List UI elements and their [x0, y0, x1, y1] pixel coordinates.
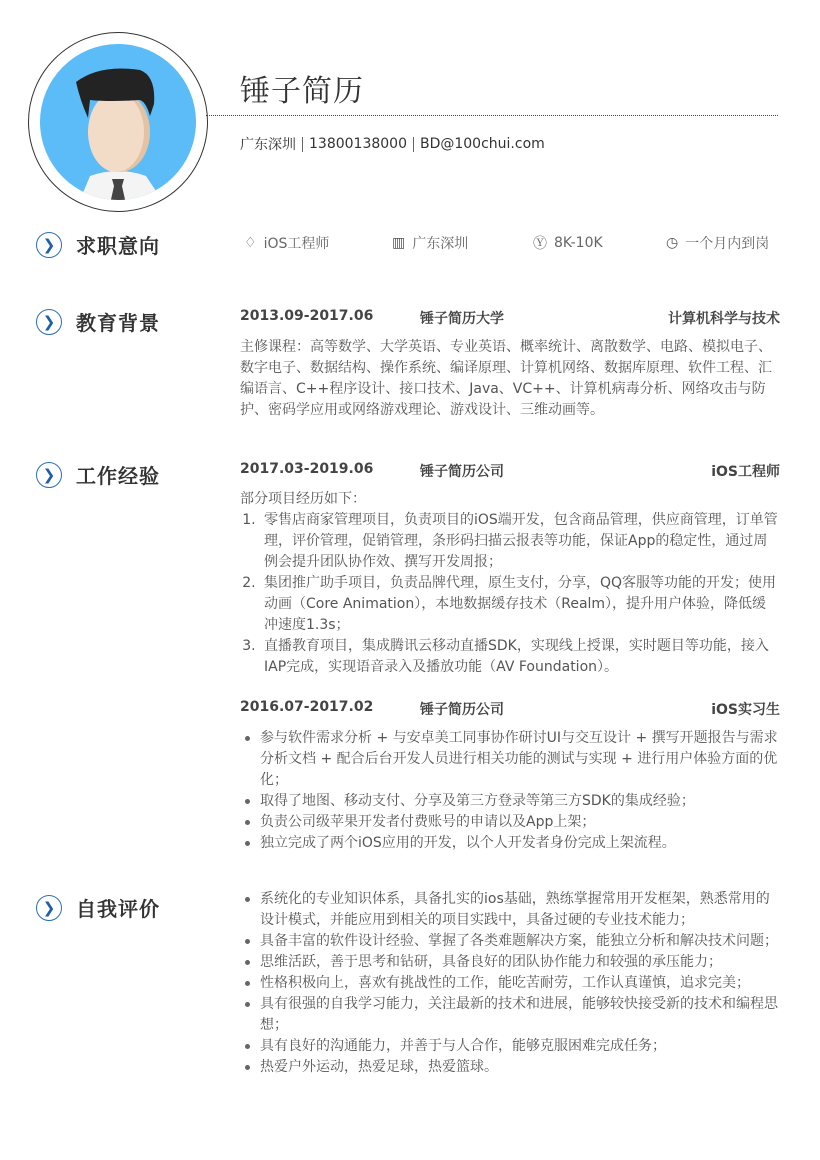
job-description — [240, 489, 780, 678]
self-evaluation — [240, 889, 780, 1078]
section-education-header — [36, 307, 160, 336]
company: 锤子简历公司 — [420, 464, 504, 480]
tie-icon: ♢ — [244, 235, 257, 251]
list-item: 性格积极向上，喜欢有挑战性的工作，能吃苦耐劳，工作认真谨慎，追求完美； — [260, 973, 780, 994]
section-title: 自我评价 — [76, 897, 160, 921]
avatar — [28, 32, 208, 212]
intent-city — [392, 233, 468, 253]
location: 广东深圳 — [240, 137, 296, 153]
chevron-right-icon: ❯ — [36, 309, 62, 335]
intent-text: 广东深圳 — [412, 236, 469, 252]
resume-name: 锤子简历 — [240, 74, 364, 109]
email: BD@100chui.com — [419, 136, 545, 152]
building-icon: ▥ — [392, 235, 406, 251]
yen-icon: Ⓨ — [533, 236, 547, 252]
section-title: 求职意向 — [76, 234, 160, 258]
section-title: 工作经验 — [76, 464, 160, 488]
chevron-right-icon: ❯ — [36, 462, 62, 488]
phone: 13800138000 — [309, 136, 407, 152]
intent-salary — [533, 233, 603, 253]
list-item: 负责公司级苹果开发者付费账号的申请以及App上架； — [260, 812, 780, 833]
divider — [206, 115, 778, 116]
major: 计算机科学与技术 — [668, 311, 780, 327]
role: iOS工程师 — [711, 464, 780, 480]
job-row — [240, 699, 780, 719]
contact-info — [240, 134, 545, 154]
job-description — [240, 728, 780, 854]
list-item: 1. 零售店商家管理项目，负责项目的iOS端开发，包含商品管理，供应商管理，订单管理，评价管理，促销管理，条形码扫描云报表等功能，保证App的稳定性，通过周例会提升团队协作效、撰写开发周报； — [260, 510, 780, 573]
job-row — [240, 461, 780, 481]
section-title: 教育背景 — [76, 311, 160, 335]
education-row — [240, 308, 780, 328]
list-item: 思维活跃，善于思考和钻研，具备良好的团队协作能力和较强的承压能力； — [260, 952, 780, 973]
courses: 主修课程：高等数学、大学英语、专业英语、概率统计、离散数学、电路、模拟电子、数字电子、数据结构、操作系统、编译原理、计算机网络、数据库原理、软件工程、汇编语言、C++程序设计、接口技术、Java、VC++、计算机病毒分析、网络攻击与防护、密码学应用或网络游戏理论、游戏设计、三维动画等。 — [240, 339, 772, 418]
school: 锤子简历大学 — [420, 311, 504, 327]
job-intro: 部分项目经历如下： — [240, 491, 366, 507]
intent-position — [244, 233, 329, 253]
list-item: 取得了地图、移动支付、分享及第三方登录等第三方SDK的集成经验； — [260, 791, 780, 812]
list-item: 具有很强的自我学习能力，关注最新的技术和进展，能够较快接受新的技术和编程思想； — [260, 994, 780, 1036]
list-item: 2. 集团推广助手项目，负责品牌代理，原生支付，分享，QQ客服等功能的开发；使用动画（Core Animation），本地数据缓存技术（Realm），提升用户体验，降低缓冲速度1.3s； — [260, 573, 780, 636]
list-item: 具有良好的沟通能力，并善于与人合作，能够克服困难完成任务； — [260, 1036, 780, 1057]
list-item: 参与软件需求分析 + 与安卓美工同事协作研讨UI与交互设计 + 撰写开题报告与需求分析文档 + 配合后台开发人员进行相关功能的测试与实现 + 进行用户体验方面的优化； — [260, 728, 780, 791]
list-item: 3. 直播教育项目，集成腾讯云移动直播SDK，实现线上授课，实时题目等功能，接入IAP完成，实现语音录入及播放功能（AV Foundation）。 — [260, 636, 780, 678]
intent-text: 一个月内到岗 — [685, 236, 770, 252]
chevron-right-icon: ❯ — [36, 895, 62, 921]
intent-availability — [666, 233, 769, 253]
intent-text: 8K-10K — [554, 235, 603, 251]
chevron-right-icon: ❯ — [36, 232, 62, 258]
list-item: 系统化的专业知识体系，具备扎实的ios基础，熟练掌握常用开发框架，熟悉常用的设计模式，并能应用到相关的项目实践中，具备过硬的专业技术能力； — [260, 889, 780, 931]
intent-text: iOS工程师 — [263, 236, 330, 252]
section-work-header — [36, 460, 160, 489]
clock-icon: ◷ — [666, 235, 679, 251]
role: iOS实习生 — [711, 702, 780, 718]
company: 锤子简历公司 — [420, 702, 504, 718]
date: 2016.07-2017.02 — [240, 699, 374, 715]
section-intent-header — [36, 230, 160, 259]
list-item: 具备丰富的软件设计经验、掌握了各类难题解决方案，能独立分析和解决技术问题； — [260, 931, 780, 952]
date: 2017.03-2019.06 — [240, 461, 374, 477]
list-item: 热爱户外运动，热爱足球，热爱篮球。 — [260, 1057, 780, 1078]
section-self-header — [36, 893, 160, 922]
date: 2013.09-2017.06 — [240, 308, 374, 324]
list-item: 独立完成了两个iOS应用的开发，以个人开发者身份完成上架流程。 — [260, 833, 780, 854]
